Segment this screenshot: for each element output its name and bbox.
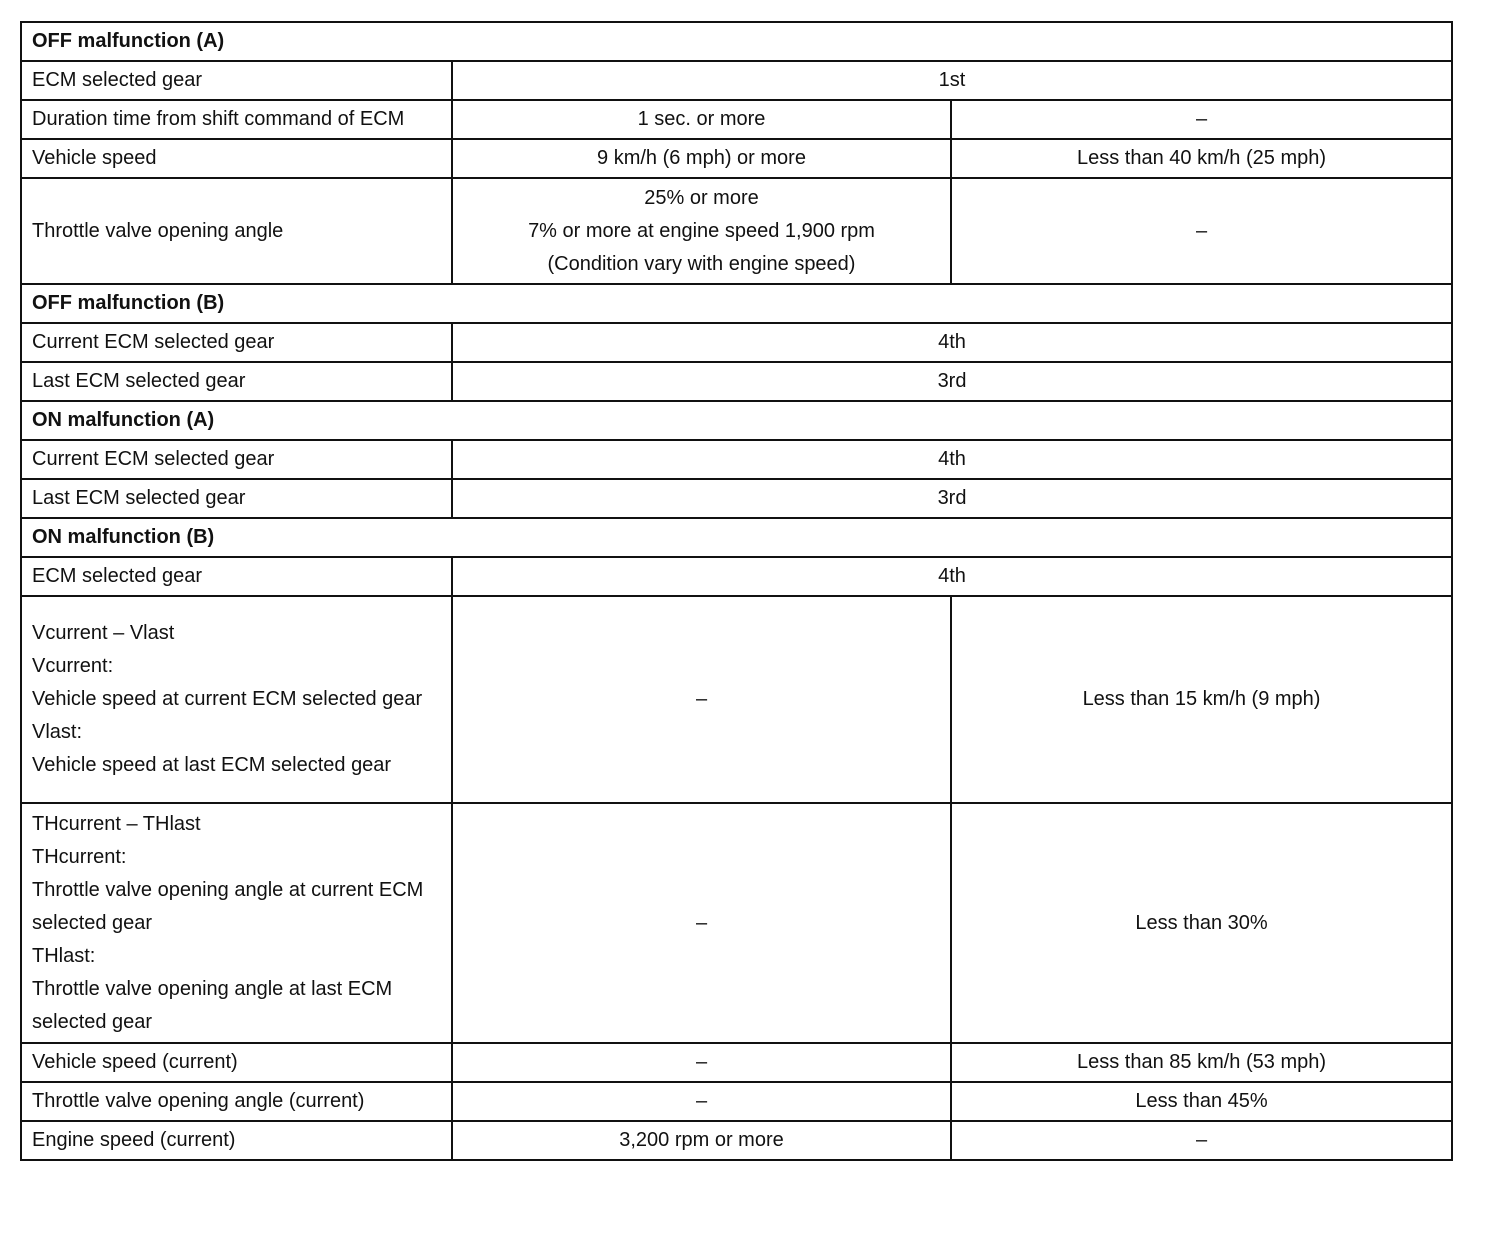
row-label: Last ECM selected gear xyxy=(21,479,452,518)
row-value-max: Less than 30% xyxy=(951,803,1452,1043)
row-value-min: – xyxy=(452,1043,951,1082)
row-value-max: – xyxy=(951,100,1452,139)
row-value: 4th xyxy=(452,557,1452,596)
table-row xyxy=(21,518,1452,557)
label-line: Vlast: xyxy=(32,721,83,743)
row-label: Vehicle speed xyxy=(21,139,452,178)
row-label: ECM selected gear xyxy=(21,557,452,596)
label-line: Vehicle speed at current ECM selected gear xyxy=(32,688,423,710)
label-line: THcurrent – THlast xyxy=(32,812,201,835)
row-value-max: – xyxy=(951,1121,1452,1160)
row-value-min: 1 sec. or more xyxy=(452,100,951,139)
table-row xyxy=(21,178,1452,284)
table-row xyxy=(21,362,1452,401)
table-row xyxy=(21,401,1452,440)
row-value-max: Less than 85 km/h (53 mph) xyxy=(951,1043,1452,1082)
row-label: Engine speed (current) xyxy=(21,1121,452,1160)
row-label: Vehicle speed (current) xyxy=(21,1043,452,1082)
row-value-min: 9 km/h (6 mph) or more xyxy=(452,139,951,178)
row-label: Current ECM selected gear xyxy=(21,323,452,362)
row-value-max: Less than 15 km/h (9 mph) xyxy=(951,596,1452,803)
table-row xyxy=(21,440,1452,479)
row-value-max: Less than 40 km/h (25 mph) xyxy=(951,139,1452,178)
section-header: OFF malfunction (A) xyxy=(21,22,1452,61)
table-row xyxy=(21,100,1452,139)
row-value-min xyxy=(452,178,951,284)
table-row xyxy=(21,1121,1452,1160)
row-label xyxy=(21,803,452,1043)
row-label: ECM selected gear xyxy=(21,61,452,100)
table-row xyxy=(21,1043,1452,1082)
row-value: 3rd xyxy=(452,479,1452,518)
row-value: 3rd xyxy=(452,362,1452,401)
label-line: THcurrent: xyxy=(32,845,127,868)
label-line: Vcurrent: xyxy=(32,655,114,677)
row-value-min: – xyxy=(452,596,951,803)
label-line: Throttle valve opening angle at current ECM selected gear xyxy=(32,878,424,934)
row-label: Current ECM selected gear xyxy=(21,440,452,479)
value-line: (Condition vary with engine speed) xyxy=(547,252,856,275)
row-value-max: – xyxy=(951,178,1452,284)
section-header: ON malfunction (A) xyxy=(21,401,1452,440)
row-value-min: 3,200 rpm or more xyxy=(452,1121,951,1160)
table-row xyxy=(21,1082,1452,1121)
table-row xyxy=(21,284,1452,323)
section-header: OFF malfunction (B) xyxy=(21,284,1452,323)
row-value-min: – xyxy=(452,803,951,1043)
table-row xyxy=(21,61,1452,100)
row-value: 1st xyxy=(452,61,1452,100)
label-line: Vcurrent – Vlast xyxy=(32,622,175,644)
value-line: 7% or more at engine speed 1,900 rpm xyxy=(528,219,875,242)
label-line: Throttle valve opening angle at last ECM selected gear xyxy=(32,977,393,1033)
value-line: 25% or more xyxy=(644,186,759,209)
table-row xyxy=(21,323,1452,362)
row-label: Duration time from shift command of ECM xyxy=(21,100,452,139)
row-label xyxy=(21,596,452,803)
row-label: Last ECM selected gear xyxy=(21,362,452,401)
table-row xyxy=(21,803,1452,1043)
row-label: Throttle valve opening angle (current) xyxy=(21,1082,452,1121)
row-label: Throttle valve opening angle xyxy=(21,178,452,284)
row-value: 4th xyxy=(452,440,1452,479)
table-row xyxy=(21,557,1452,596)
section-header: ON malfunction (B) xyxy=(21,518,1452,557)
malfunction-conditions-table xyxy=(20,21,1453,1161)
table-row xyxy=(21,139,1452,178)
row-value-max: Less than 45% xyxy=(951,1082,1452,1121)
table-row xyxy=(21,479,1452,518)
table-row xyxy=(21,596,1452,803)
label-line: Vehicle speed at last ECM selected gear xyxy=(32,754,392,776)
row-value: 4th xyxy=(452,323,1452,362)
table-row xyxy=(21,22,1452,61)
row-value-min: – xyxy=(452,1082,951,1121)
label-line: THlast: xyxy=(32,944,96,967)
